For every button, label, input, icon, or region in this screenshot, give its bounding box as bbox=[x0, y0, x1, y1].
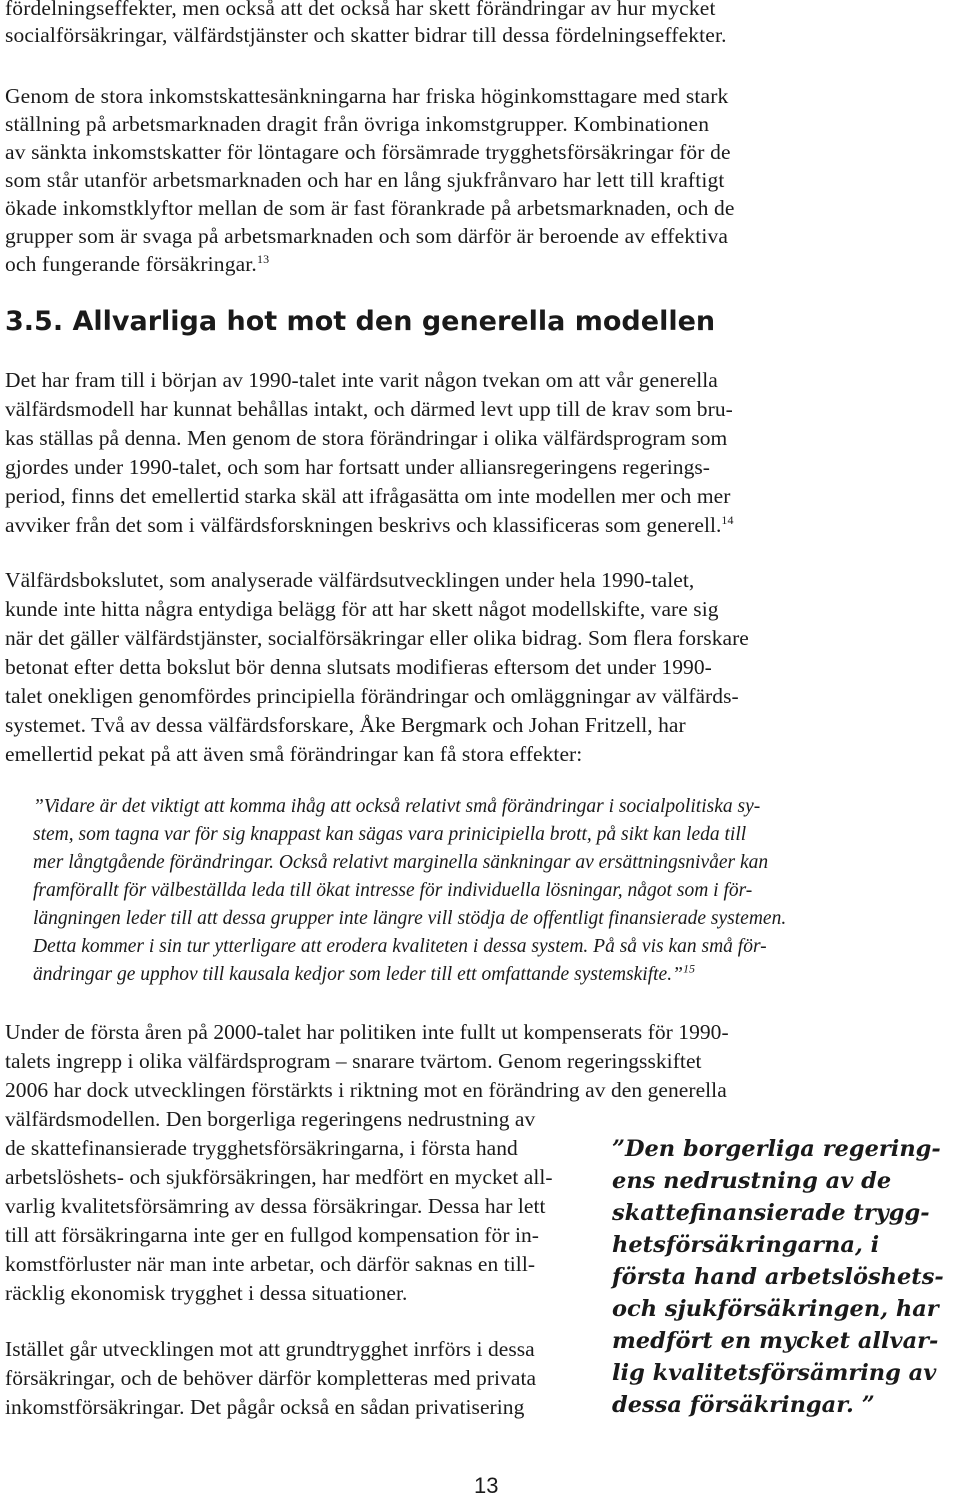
text-line: när det gäller välfärdstjänster, socialförsäkringar eller olika bidrag. Som flera forskare bbox=[5, 626, 749, 650]
text-line: gjordes under 1990-talet, och som har fortsatt under alliansregeringens regerings- bbox=[5, 455, 711, 479]
text-line: Välfärdsbokslutet, som analyserade välfärdsutvecklingen under hela 1990-talet, bbox=[5, 568, 695, 592]
quote-line: stem, som tagna var för sig knappast kan sägas vara prinicipiella brott, på sikt kan leda till bbox=[33, 824, 747, 845]
pull-quote-line: ”Den borgerliga regering- bbox=[612, 1136, 941, 1162]
text-line: kas ställas på denna. Men genom de stora förändringar i olika välfärdsprogram som bbox=[5, 426, 728, 450]
quote-line-content: ändringar ge upphov till kausala kedjor som leder till ett omfattande systemskifte.” bbox=[33, 964, 683, 985]
text-line: Genom de stora inkomstskattesänkningarna har friska höginkomsttagare med stark bbox=[5, 84, 729, 108]
text-line bbox=[5, 252, 269, 277]
quote-line: framförallt för välbeställda leda till ökat intresse för individuella lösningar, något som i för- bbox=[33, 880, 753, 901]
text-line: talet onekligen genomfördes principiella förändringar och omläggningar av välfärds- bbox=[5, 684, 739, 708]
text-line: betonat efter detta bokslut bör denna slutsats modifieras eftersom det under 1990- bbox=[5, 655, 712, 679]
footnote-ref: 14 bbox=[721, 512, 734, 527]
pull-quote-line: medfört en mycket allvar- bbox=[612, 1328, 939, 1354]
text-line: Det har fram till i början av 1990-talet inte varit någon tvekan om att vår generella bbox=[5, 368, 718, 392]
footnote-ref: 15 bbox=[682, 961, 695, 976]
text-line: fördelningseffekter, men också att det också har skett förändringar av hur mycket bbox=[5, 0, 716, 20]
text-line: som står utanför arbetsmarknaden och har en lång sjukfrånvaro har lett till kraftigt bbox=[5, 168, 725, 192]
text-line: 2006 har dock utvecklingen förstärkts i riktning mot en förändring av den generella bbox=[5, 1078, 727, 1102]
text-line: Istället går utvecklingen mot att grundtrygghet inrförs i dessa bbox=[5, 1337, 535, 1361]
text-line: de skattefinansierade trygghetsförsäkringarna, i första hand bbox=[5, 1136, 518, 1160]
footnote-ref: 13 bbox=[256, 251, 270, 266]
quote-line: mer långtgående förändringar. Också relativt marginella sänkningar av ersättningsnivåer kan bbox=[33, 852, 769, 873]
text-line: socialförsäkringar, välfärdstjänster och skatter bidrar till dessa fördelningseffekter. bbox=[5, 23, 727, 47]
text-line bbox=[5, 513, 734, 538]
text-line: inkomstförsäkringar. Det pågår också en sådan privatisering bbox=[5, 1395, 525, 1419]
page-number: 13 bbox=[474, 1473, 499, 1498]
text-line: emellertid pekat på att även små förändringar kan få stora effekter: bbox=[5, 742, 583, 766]
quote-line: Detta kommer i sin tur ytterligare att erodera kvaliteten i dessa system. På så vis kan små för- bbox=[33, 936, 767, 957]
quote-line: ”Vidare är det viktigt att komma ihåg att också relativt små förändringar i socialpolitiska sy- bbox=[33, 796, 761, 817]
quote-line bbox=[33, 961, 695, 986]
pull-quote-line: dessa försäkringar. ” bbox=[612, 1392, 875, 1418]
pull-quote-line: första hand arbetslöshets- bbox=[612, 1264, 944, 1290]
text-line: till att försäkringarna inte ger en fullgod kompensation för in- bbox=[5, 1223, 539, 1247]
text-line-content: och fungerande försäkringar. bbox=[5, 252, 257, 276]
pull-quote-line: hetsförsäkringarna, i bbox=[612, 1232, 880, 1258]
pull-quote-line: lig kvalitetsförsämring av bbox=[612, 1360, 937, 1386]
text-line: av sänkta inkomstskatter för löntagare och försämrade trygghetsförsäkringar för de bbox=[5, 140, 731, 164]
text-line: komstförluster när man inte arbetar, och därför saknas en till- bbox=[5, 1252, 536, 1276]
text-line: talets ingrepp i olika välfärdsprogram – snarare tvärtom. Genom regeringsskiftet bbox=[5, 1049, 702, 1073]
text-line: period, finns det emellertid starka skäl att ifrågasätta om inte modellen mer och mer bbox=[5, 484, 731, 508]
text-line: grupper som är svaga på arbetsmarknaden och som därför är beroende av effektiva bbox=[5, 224, 729, 248]
text-line: ställning på arbetsmarknaden dragit från övriga inkomstgrupper. Kombinationen bbox=[5, 112, 710, 136]
text-line: försäkringar, och de behöver därför kompletteras med privata bbox=[5, 1366, 537, 1390]
pull-quote-line: och sjukförsäkringen, har bbox=[612, 1296, 939, 1322]
text-line: arbetslöshets- och sjukförsäkringen, har medfört en mycket all- bbox=[5, 1165, 553, 1189]
text-line: Under de första åren på 2000-talet har politiken inte fullt ut kompenserats för 1990- bbox=[5, 1020, 729, 1044]
text-line: välfärdsmodellen. Den borgerliga regeringens nedrustning av bbox=[5, 1107, 536, 1131]
text-line: varlig kvalitetsförsämring av dessa försäkringar. Dessa har lett bbox=[5, 1194, 546, 1218]
text-line: ökade inkomstklyftor mellan de som är fast förankrade på arbetsmarknaden, och de bbox=[5, 196, 735, 220]
text-line: välfärdsmodell har kunnat behållas intakt, och därmed levt upp till de krav som bru- bbox=[5, 397, 733, 421]
quote-line: längningen leder till att dessa grupper inte längre vill stödja de offentligt finansierade systemen. bbox=[33, 908, 787, 929]
section-heading: 3.5. Allvarliga hot mot den generella modellen bbox=[5, 306, 716, 337]
text-line-content: avviker från det som i välfärdsforskningen beskrivs och klassificeras som generell. bbox=[5, 513, 722, 537]
text-line: räcklig ekonomisk trygghet i dessa situationer. bbox=[5, 1281, 408, 1305]
pull-quote-line: skattefinansierade trygg- bbox=[612, 1200, 930, 1226]
text-line: kunde inte hitta några entydiga belägg för att har skett något modellskifte, vare sig bbox=[5, 597, 719, 621]
pull-quote-line: ens nedrustning av de bbox=[612, 1168, 892, 1194]
text-line: systemet. Två av dessa välfärdsforskare, Åke Bergmark och Johan Fritzell, har bbox=[5, 713, 686, 737]
